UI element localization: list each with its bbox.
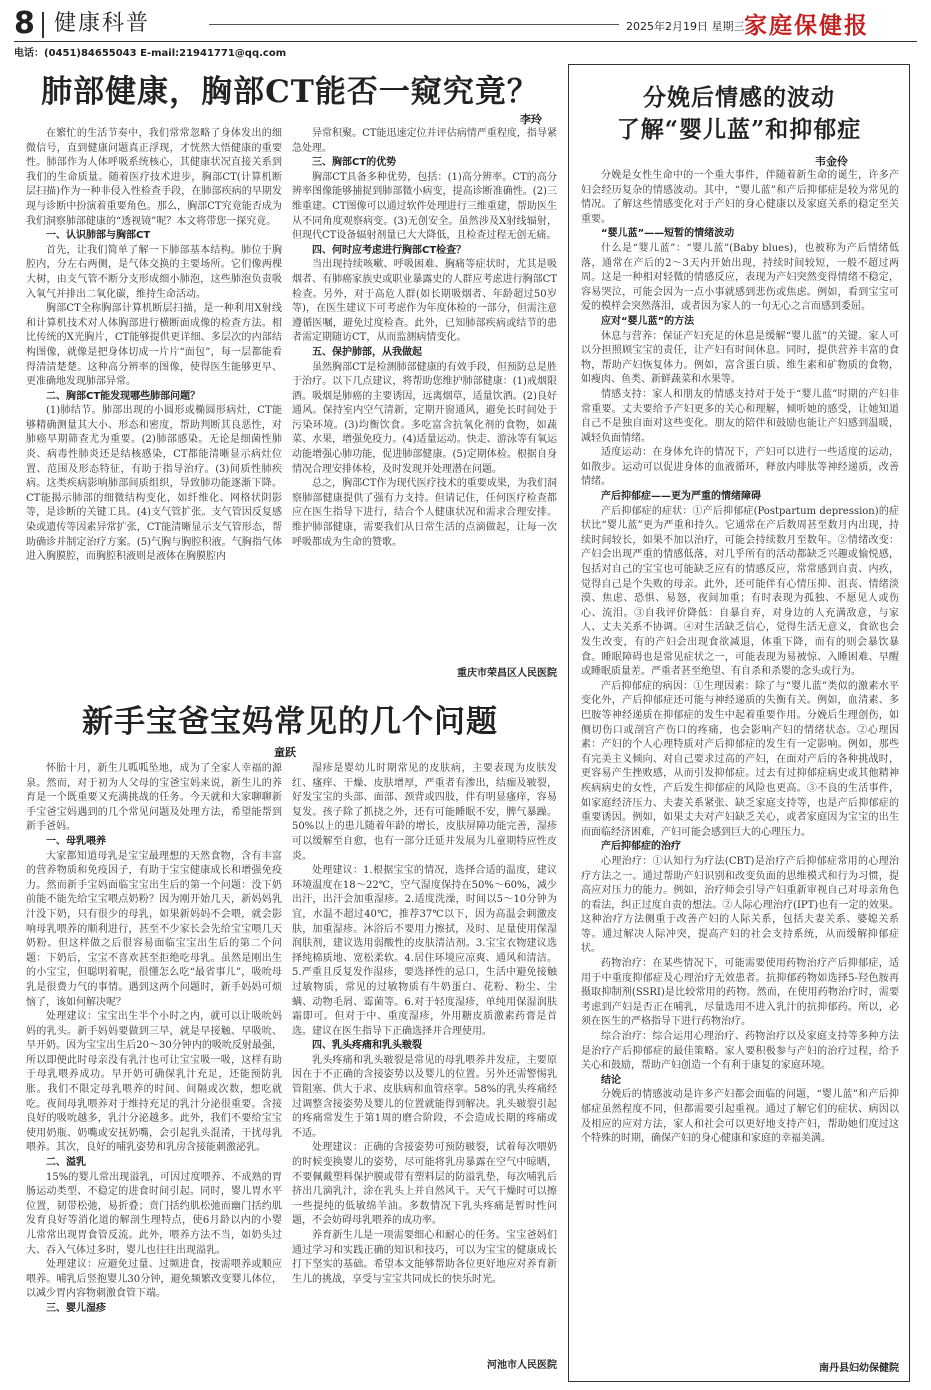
subheading: 应对“婴儿蓝”的方法 bbox=[601, 315, 695, 327]
subheading: 二、溢乳 bbox=[46, 1157, 86, 1169]
paragraph: 处理建议：正确的含接姿势可预防皲裂，试着每次喂奶的时候变换婴儿的姿势，尽可能将乳房暴露在空气中晾晒，不要佩戴塑料保护膜或带有塑料层的防溢乳垫，每次哺乳后挤出几滴乳汁，涂在乳头上并自然风干。天气干燥时可以擦一些提纯的低敏绵羊油。多数情况下乳头疼痛是暂时性问题，不会妨碍母乳喂养的成功率。 bbox=[292, 1142, 557, 1227]
paragraph: 药物治疗：在某些情况下，可能需要使用药物治疗产后抑郁症，适用于中重度抑郁症及心理治疗无效患者。抗抑郁药物如选择5-羟色胺再摄取抑制剂(SSRI)是比较常用的药物。然而，在使用药物治疗时，需要考虑到产妇是否正在哺乳，尽量选用不进入乳汁的抗抑郁药。所以，必须在医生的严格指导下进行药物治疗。 bbox=[581, 958, 899, 1028]
paragraph: 产后抑郁症的症状：①产后抑郁症(Postpartum depression)的症状比“婴儿蓝”更为严重和持久。它通常在产后数周甚至数月内出现，持续时间较长，如果不加以治疗，可能会持续数月至数年。②情绪改变：产妇会出现严重的情感低落，对几乎所有的活动都缺乏兴趣或愉悦感，包括对自己的宝宝也可能缺乏应有的情感反应，常常感到自责、内疚，觉得自己是个失败的母亲。此外，还可能伴有心情压抑、沮丧、情绪淡漠、焦虑、恐惧、易怒，夜间加重；有时表现为孤独、不愿见人或伤心、流泪。③自我评价降低：自暴自弃，对身边的人充满敌意，与家人、丈夫关系不协调。④对生活缺乏信心，觉得生活无意义，食欲也会发生改变，有的产妇会出现食欲减退，体重下降，而有的则会暴饮暴食。睡眠障碍也是常见症状之一，可能表现为易被惊、入睡困难、早醒或睡眠质量差。严重者甚至绝望、有自杀和杀婴的念头或行为。 bbox=[581, 505, 899, 678]
masthead bbox=[14, 6, 917, 42]
article-source: 河池市人民医院 bbox=[487, 1360, 557, 1371]
article-source: 南丹县妇幼保健院 bbox=[819, 1363, 899, 1374]
subheading: 一、母乳喂养 bbox=[46, 835, 106, 847]
paragraph: 适度运动：在身体允许的情况下，产妇可以进行一些适度的运动，如散步。运动可以促进身体的血液循环，释放内啡肽等神经递质，改善情绪。 bbox=[581, 447, 899, 488]
paragraph: (1)肺结节。肺部出现的小圆形或椭圆形病灶，CT能够精确测量其大小、形态和密度，帮助判断其良恶性，对肺癌早期筛查尤为重要。(2)肺部感染。无论是细菌性肺炎、病毒性肺炎还是结核感染，CT都能清晰显示病灶位置、范围及形态特征，有助于指导治疗。(3)间质性肺疾病。这类疾病影响肺部间质组织，导致肺功能逐渐下降。CT能揭示肺部的细微结构变化，如纤维化、网格状阴影等，是诊断的关键工具。(4)支气管扩张。支气管因反复感染或遗传等因素异常扩张，CT能清晰显示支气管形态，帮助确诊并制定治疗方案。(5)气胸与胸腔积液。气胸指气体进入胸膜腔，而胸腔积液则是液体在胸膜腔内 bbox=[26, 405, 282, 563]
paragraph: 15%的婴儿常出现溢乳，可因过度喂养、不成熟的胃肠运动类型、不稳定的进食时间引起。同时，婴儿胃水平位置，韧带松弛，易折叠；贲门括约肌松弛而幽门括约肌发育良好等消化道的解剖生理特点，使6月龄以内的小婴儿常常出现胃食管反流。此外，喂养方法不当，如奶头过大、吞入气体过多时，婴儿也往往出现溢乳。 bbox=[26, 1171, 282, 1256]
article-title: 分娩后情感的波动 bbox=[643, 84, 835, 111]
paragraph: 处理建议：宝宝出生半个小时之内，就可以让吸吮妈妈的乳头。新手妈妈要做到三早，就是早接触、早吸吮、早开奶。因为宝宝出生后20～30分钟内的吸吮反射最强，所以即便此时母亲没有乳汁也可让宝宝吸一吸，这样有助于母乳喂养成功。早开奶可确保乳汁充足，还能预防乳胀。我们不限定母乳喂养的时间、间隔或次数，想吃就吃。夜间母乳喂养对于维持充足的乳汁分泌很重要。含接良好的吸吮越多，乳汁分泌越多。此外，我们不要给宝宝使用奶瓶、奶嘴或安抚奶嘴，会引起乳头混淆，干扰母乳喂养。其次，良好的哺乳姿势和乳房含接能刺激泌乳。 bbox=[26, 1011, 282, 1154]
paragraph: 乳头疼痛和乳头皲裂是常见的母乳喂养并发症，主要原因在于不正确的含接姿势以及婴儿的位置。另外还需警惕乳管阻塞、供大于求、皮肤病和血管痉挛。58%的乳头疼痛经过调整含接姿势及婴儿的位置就能得到解决。乳头皲裂引起的疼痛常发生于第1周的磨合阶段，不会造成长期的疼痛或不适。 bbox=[292, 1054, 557, 1139]
divider bbox=[209, 24, 619, 25]
paragraph: 什么是“婴儿蓝”：“婴儿蓝”(Baby blues)，也被称为产后情绪低落，通常在产后的2～3天内开始出现，持续时间较短，一般不超过两周。这是一种相对轻微的情感反应，表现为产妇突然变得情绪不稳定，容易哭泣，可能会因为一点小事就感到悲伤或焦虑。例如，看到宝宝可爱的模样会突然落泪，或者因为家人的一句无心之言而感到委屈。 bbox=[581, 242, 899, 313]
paper-name: 家庭保健报 bbox=[744, 12, 869, 39]
contact-line: 电话：(0451)84655043 E-mail:21941771@qq.com bbox=[14, 48, 287, 59]
subheading: 四、乳头疼痛和乳头皲裂 bbox=[312, 1040, 422, 1052]
paragraph: 心理治疗：①认知行为疗法(CBT)是治疗产后抑郁症常用的心理治疗方法之一。通过帮助产妇识别和改变负面的思维模式和行为习惯，提高应对压力的能力。例如，治疗师会引导产妇重新审视自己对母亲角色的看法，纠正过度自责的想法。②人际心理治疗(IPT)也有一定的效果。这种治疗方法侧重于改善产妇的人际关系，包括夫妻关系、婆媳关系等。通过解决人际冲突，提高产妇的社会支持系统，从而缓解抑郁症状。 bbox=[581, 855, 899, 955]
paragraph: 产后抑郁症的病因：①生理因素：除了与“婴儿蓝”类似的激素水平变化外，产后抑郁症还可能与神经递质的失衡有关。例如，血清素、多巴胺等神经递质在抑郁症的发生中起着重要作用。分娩后生理创伤，如侧切伤口或剖宫产伤口的疼痛，也会影响产妇的情绪状态。②心理因素：产妇的个人心理特质对产后抑郁症的发生有一定影响。例如，那些有完美主义倾向、对自己要求过高的产妇，在面对产后的各种挑战时，更容易产生挫败感，从而引发抑郁症。过去有过抑郁症病史或其他精神疾病病史的女性，产后发生抑郁症的风险也更高。③不良的生活事件，如家庭经济压力、夫妻关系紧张、缺乏家庭支持等，也是产后抑郁症的重要诱因。例如，如果丈夫对产妇缺乏关心，或者家庭因为宝宝的出生而面临经济困难，产妇可能会感到巨大的心理压力。 bbox=[581, 680, 899, 838]
paragraph: 总之，胸部CT作为现代医疗技术的重要成果，为我们洞察肺部健康提供了强有力支持。但请记住，任何医疗检查都应在医生指导下进行，结合个人健康状况和需求合理安排。维护肺部健康，需要我们从日常生活的点滴做起，让每一次呼吸都成为生命的赞歌。 bbox=[292, 478, 557, 548]
paragraph: 休息与营养：保证产妇充足的休息是缓解“婴儿蓝”的关键。家人可以分担照顾宝宝的责任，让产妇有时间休息。同时，提供营养丰富的食物，帮助产妇恢复体力。例如，富含蛋白质、维生素和矿物质的食物，如瘦肉、鱼类、新鲜蔬菜和水果等。 bbox=[581, 330, 899, 386]
paragraph: 综合治疗：综合运用心理治疗、药物治疗以及家庭支持等多种方法是治疗产后抑郁症的最佳策略。家人要积极参与产妇的治疗过程，给予关心和鼓励，帮助产妇创造一个有利于康复的家庭环境。 bbox=[581, 1031, 899, 1072]
paragraph: 处理建议：应避免过量、过频进食，按需喂养或顺应喂养。哺乳后竖抱婴儿30分钟，避免频繁改变婴儿体位，以减少胃内容物刺激食管下端。 bbox=[26, 1259, 282, 1300]
page-number: 8 bbox=[14, 6, 35, 41]
subheading: 三、胸部CT的优势 bbox=[312, 157, 397, 169]
section-title: 健康科普 bbox=[54, 11, 151, 36]
paragraph: 怀胎十月，新生儿呱呱坠地，成为了全家人幸福的源泉。然而，对于初为人父母的宝爸宝妈来说，新生儿的养育是一个既重要又充满挑战的任务。今天就和大家聊聊新手宝爸宝妈遇到的几个常见问题及处理方法，希望能帮到新手爸妈。 bbox=[26, 763, 282, 833]
article-title: 肺部健康，胸部CT能否一窥究竟？ bbox=[41, 74, 539, 110]
paragraph: 首先，让我们简单了解一下肺部基本结构。肺位于胸腔内，分左右两侧，是气体交换的主要场所。它们像两棵大树，由支气管不断分支形成细小肺泡，这些肺泡负责吸入氧气并排出二氧化碳，维持生命活动。 bbox=[26, 244, 282, 300]
article-author: 韦金伶 bbox=[815, 155, 848, 168]
paragraph: 大家都知道母乳是宝宝最理想的天然食物，含有丰富的营养物质和免疫因子，有助于宝宝健康成长和增强免疫力。然而新手宝妈面临宝宝出生后的第一个问题：没下奶前能不能先给宝宝喂点奶粉？因为刚开始几天，新妈妈乳汁没下奶，只有很少的母乳，如果新妈妈不会喂，就会影响母乳喂养的顺利进行，甚至不少家长会先给宝宝喂几天奶粉。但这样做之后很容易面临宝宝出生后的第二个问题：下奶后，宝宝不喜欢甚至拒绝吃母乳。虽然是刚出生的小宝宝，但聪明着呢，很懂怎么吃“最省事儿”，吸吮母乳是很费力气的事情。遇到这两个问题时，新手妈妈可烦恼了，该如何解决呢？ bbox=[26, 850, 282, 1008]
paragraph: 分娩后的情感波动是许多产妇都会面临的问题，“婴儿蓝”和产后抑郁症虽然程度不同，但都需要引起重视。通过了解它们的症状、病因以及相应的应对方法，家人和社会可以更好地支持产妇，帮助她们度过这个特殊的时期，确保产妇的身心健康和家庭的幸福美满。 bbox=[581, 1089, 899, 1145]
paragraph: 分娩是女性生命中的一个重大事件，伴随着新生命的诞生，许多产妇会经历复杂的情感波动。其中，“婴儿蓝”和产后抑郁症是较为常见的情况。了解这些情感变化对于产妇的身心健康以及家庭关系的稳定至关重要。 bbox=[581, 170, 899, 225]
paragraph: 养育新生儿是一项需要细心和耐心的任务。宝宝爸妈们通过学习和实践正确的知识和技巧，可以为宝宝的健康成长打下坚实的基础。希望本文能够帮助各位更好地应对养育新生儿的挑战，享受与宝宝共同成长的快乐时光。 bbox=[292, 1230, 557, 1285]
divider bbox=[42, 12, 44, 38]
paragraph: 异常积聚。CT能迅速定位并评估病情严重程度，指导紧急处理。 bbox=[292, 128, 557, 154]
article-author: 李玲 bbox=[520, 113, 542, 126]
paragraph: 胸部CT具备多种优势，包括：(1)高分辨率。CT的高分辨率图像能够捕捉到肺部微小病变，提高诊断准确性。(2)三维重建。CT图像可以通过软件处理进行三维重建，帮助医生从不同角度观察病变。(3)无创安全。虽然涉及X射线辐射，但现代CT设备辐射剂量已大大降低，且检查过程无创无痛。 bbox=[292, 171, 557, 242]
subheading: 四、何时应考虑进行胸部CT检查？ bbox=[312, 244, 467, 256]
article-column bbox=[581, 169, 899, 1357]
paragraph: 当出现持续咳嗽、呼吸困难、胸痛等症状时，尤其是吸烟者、有肺癌家族史或职业暴露史的人群应考虑进行胸部CT检查。另外，对于高危人群(如长期吸烟者、年龄超过50岁等)，在医生建议下可考虑作为年度体检的一部分，但需注意遵循医嘱，避免过度检查。此外，已知肺部疾病或结节的患者需定期随访CT，从而监测病情变化。 bbox=[292, 259, 557, 344]
article-column bbox=[26, 762, 282, 1378]
subheading: 产后抑郁症的治疗 bbox=[601, 841, 681, 853]
subheading: 产后抑郁症——更为严重的情绪障碍 bbox=[601, 491, 761, 503]
paragraph: 湿疹是婴幼儿时期常见的皮肤病，主要表现为皮肤发红、瘙痒、干燥、皮肤增厚，严重者有渗出，结痂及皲裂，好发宝宝的头部、面部、颈背或四肢，伴有明显瘙痒，容易复发。孩子除了抓挠之外，还有可能睡眠不安，脾气暴躁。50%以上的患儿随着年龄的增长，皮肤屏障功能完善，湿疹可以缓解至自愈，也有一部分迁延并发展为儿童期特应性皮炎。 bbox=[292, 763, 557, 862]
subheading: 三、婴儿湿疹 bbox=[46, 1302, 106, 1314]
article-column bbox=[26, 127, 282, 679]
article-author: 童跃 bbox=[274, 746, 296, 759]
subheading: 五、保护肺部，从我做起 bbox=[312, 346, 422, 358]
article-subtitle: 了解“婴儿蓝”和抑郁症 bbox=[616, 116, 862, 143]
paragraph: 在繁忙的生活节奏中，我们常常忽略了身体发出的细微信号，直到健康问题真正浮现，才恍然大悟健康的重要性。肺部作为人体呼吸系统核心，其健康状况直接关系到我们的生命质量。随着医疗技术进步，胸部CT(计算机断层扫描)作为一种非侵入性检查手段，在肺部疾病的早期发现与诊断中扮演着重要角色。那么，胸部CT究竟能否成为我们洞察肺部健康的“透视镜”呢？本文将带您一探究竟。 bbox=[26, 128, 282, 227]
article-column bbox=[292, 762, 557, 1352]
issue-date: 2025年2月19日 星期三 bbox=[626, 20, 745, 33]
subheading: 一、认识肺部与胸部CT bbox=[46, 230, 151, 242]
subheading: “婴儿蓝”——短暂的情绪波动 bbox=[601, 228, 735, 240]
paragraph: 情感支持：家人和朋友的情感支持对于处于“婴儿蓝”时期的产妇非常重要。丈夫要给予产妇更多的关心和理解，倾听她的感受，让她知道自己不是独自面对这些变化。朋友的陪伴和鼓励也能让产妇感到温暖，减轻负面情绪。 bbox=[581, 388, 899, 444]
paragraph: 胸部CT全称胸部计算机断层扫描，是一种利用X射线和计算机技术对人体胸部进行横断面成像的检查方法。相比传统的X光胸片，CT能够提供更详细、多层次的内部结构图像，就像是把身体切成一片片“面包”，每一层都能看得清清楚楚。这种高分辨率的图像，使得医生能够更早、更准确地发现肺部异常。 bbox=[26, 303, 282, 388]
article-title: 新手宝爸宝妈常见的几个问题 bbox=[82, 704, 498, 740]
paragraph: 处理建议：1.根据宝宝的情况，选择合适的温度，建议环境温度在18～22℃，空气湿度保持在50%～60%，减少出汗，出汗会加重湿疹。2.适度洗澡，时间以5～10分钟为宜，水温不超过40℃，推荐37℃以下，因为高温会刺激皮肤，加重湿疹。沐浴后不要用力擦拭，及时、足量使用保湿润肤剂，建议选用弱酸性的皮肤清洁剂。3.宝宝衣物建议选择纯棉质地、宽松柔软。4.居住环境应凉爽、通风和清洁。5.严重且反复发作湿疹，要选择性的忌口，生活中避免接触过敏物质，常见的过敏物质有牛奶蛋白、花粉、粉尘、尘螨、动物毛屑、霉菌等。6.对于轻度湿疹，单纯用保湿润肤霜即可。但对于中、重度湿疹，外用糖皮质激素药膏是首选。建议在医生指导下正确选择并合理使用。 bbox=[292, 865, 557, 1037]
article-source: 重庆市荣昌区人民医院 bbox=[457, 668, 557, 679]
subheading: 二、胸部CT能发现哪些肺部问题？ bbox=[46, 390, 201, 402]
article-column bbox=[292, 127, 557, 637]
boxed-article bbox=[568, 64, 910, 1382]
subheading: 结论 bbox=[601, 1074, 621, 1086]
paragraph: 虽然胸部CT是检测肺部健康的有效手段，但预防总是胜于治疗。以下几点建议，将帮助您维护肺部健康：(1)戒烟限酒。吸烟是肺癌的主要诱因，远离烟草，适量饮酒。(2)良好通风。保持室内空气清新，定期开窗通风，避免长时间处于污染环境。(3)均衡饮食。多吃富含抗氧化剂的食物，如蔬菜、水果，增强免疫力。(4)适量运动。快走、游泳等有氧运动能增强心肺功能，促进肺部健康。(5)定期体检。根据自身情况合理安排体检，及时发现并处理潜在问题。 bbox=[292, 361, 557, 475]
